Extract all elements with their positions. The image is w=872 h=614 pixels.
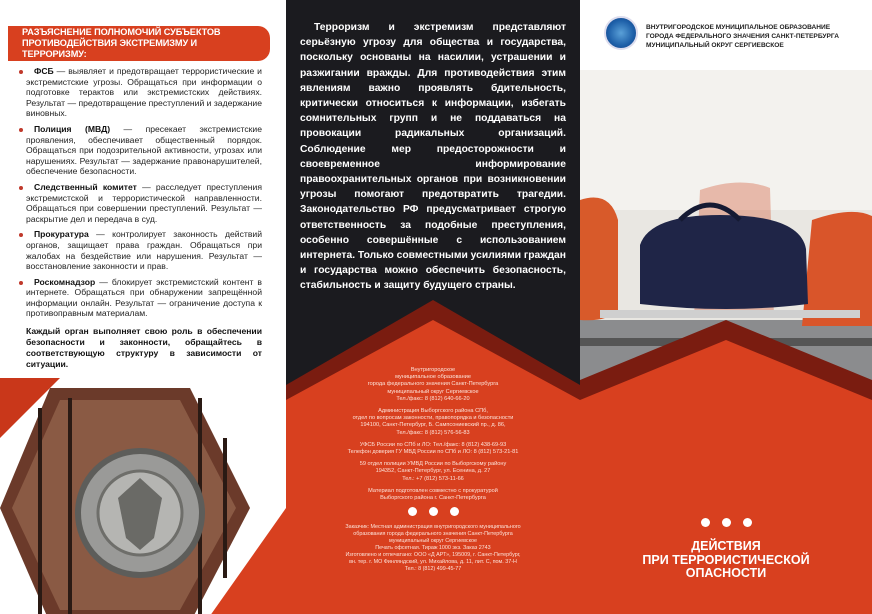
bullet-icon bbox=[19, 281, 23, 285]
list-item bbox=[26, 66, 262, 119]
text-line: Выборгского района г. Санкт-Петербурга bbox=[380, 495, 486, 502]
decorative-dots bbox=[580, 518, 872, 527]
agency-description: — выявляет и предотвращает террористические и экстремистские угрозы. Обращаться при информации о подготовке терактов или экстремистских действиях. Результат — предотвращение преступлений и задержание виновных. bbox=[26, 66, 262, 119]
middle-footer bbox=[286, 367, 580, 573]
text-line: 194352, Санкт-Петербург, ул. Есенина, д. 27 bbox=[375, 468, 491, 475]
bullet-icon bbox=[19, 70, 23, 74]
contact-police bbox=[286, 461, 580, 483]
agency-description: — блокирует экстремистский контент в интернете. Обращаться при обнаружении запрещённой информации онлайн. Результат — ограничение доступа к противоправным материалам. bbox=[26, 276, 262, 319]
fsb-emblem-photo bbox=[0, 378, 286, 614]
section-header: РАЗЪЯСНЕНИЕ ПОЛНОМОЧИЙ СУБЪЕКТОВ ПРОТИВОДЕЙСТВИЯ ЭКСТРЕМИЗМУ И ТЕРРОРИЗМУ: bbox=[8, 26, 270, 61]
agency-description: — контролирует законность действий органов, защищает права граждан. Обращаться при жалобах на бездействие или нарушения. Результат — восстановление законности и прав. bbox=[26, 229, 262, 272]
list-item bbox=[26, 229, 262, 271]
agency-name: ФСБ bbox=[34, 66, 54, 76]
text-line: Внутригородское bbox=[410, 367, 456, 373]
middle-panel bbox=[286, 0, 580, 614]
agency-description: — расследует преступления экстремистской и террористической направленности. Обращаться при совершении преступлений. Результат — раскрытие дел и передача в суд. bbox=[26, 181, 262, 224]
contact-fsb-mvd bbox=[286, 442, 580, 456]
text-line: Администрация Выборгского района СПб, bbox=[378, 408, 488, 415]
list-item bbox=[26, 277, 262, 319]
text-line: УФСБ России по СПб и ЛО: Тел./факс: 8 (812) 438-69-93 bbox=[359, 441, 507, 448]
agency-name: Следственный комитет bbox=[34, 181, 137, 192]
brochure-title bbox=[580, 540, 872, 581]
contact-municipality bbox=[286, 367, 580, 403]
summary-text: Каждый орган выполняет свою роль в обеспечении безопасности и законности, обращайтесь в соответствующую структуру в зависимости от ситуации. bbox=[26, 326, 262, 370]
text-line: ДЕЙСТВИЯ bbox=[691, 539, 761, 553]
text-line: Телефон доверия ГУ МВД России по СПб и ЛО: 8 (812) 573-21-81 bbox=[347, 449, 519, 456]
contact-administration bbox=[286, 408, 580, 437]
text-line: города федерального значения Санкт-Петербурга bbox=[367, 381, 499, 388]
main-body-text: Терроризм и экстремизм представляют серьёзную угрозу для общества и государства, поскольку основаны на насилии, устрашении и разжигании вражды. Для противодействия этим явлениям важно проявлять бдительность, критически относиться к информации, избегать сомнительных групп и не поддаваться на провокации радикальных организаций. Соблюдение мер предосторожности и своевременное информирование правоохранительных органов при возникновении угрозы помогают предотвратить трагедии. Законодательство РФ предусматривает строгую ответственность за подобные преступления, особенно совершённые с использованием интернета. Только совместными усилиями граждан и государства можно обеспечить безопасность, стабильность и защиту будущего страны. bbox=[300, 22, 566, 292]
text-line: муниципальный округ Сергиевское bbox=[387, 388, 479, 395]
bullet-icon bbox=[19, 186, 23, 190]
contacts-block bbox=[286, 367, 580, 516]
text-line: образования города федерального значения Санкт-Петербурга bbox=[353, 531, 513, 538]
waiting-room-bag-photo bbox=[580, 70, 872, 614]
left-panel bbox=[0, 0, 286, 614]
text-line: вн. тер. г. МО Финляндский, ул. Михайлова, д. 11, лит. С, пом. 37-Н bbox=[349, 559, 517, 566]
left-content bbox=[0, 26, 286, 614]
organization-name bbox=[646, 24, 839, 50]
text-line: 194100, Санкт-Петербург, Б. Сампсониевский пр., д. 86, bbox=[360, 422, 506, 429]
agency-list bbox=[26, 66, 262, 324]
decorative-dots bbox=[286, 507, 580, 516]
list-item bbox=[26, 182, 262, 224]
text-line: Тел.: +7 (812) 573-11-66 bbox=[402, 475, 464, 482]
municipality-logo bbox=[604, 16, 638, 50]
text-line: Тел./факс: 8 (812) 576-56-83 bbox=[396, 429, 470, 436]
text-line: муниципальный округ Сергиевское bbox=[388, 538, 477, 545]
text-line: Заказчик: Местная администрация внутригородского муниципального bbox=[345, 524, 521, 531]
right-panel bbox=[580, 0, 872, 614]
contact-prosecutor bbox=[286, 488, 580, 502]
text-line: Материал подготовлен совместно с прокуратурой bbox=[368, 487, 498, 494]
agency-name: Полиция (МВД) bbox=[34, 123, 111, 134]
agency-name: Роскомнадзор bbox=[34, 276, 96, 287]
text-line: отдел по вопросам законности, правопорядка и безопасности bbox=[352, 415, 514, 422]
agency-description: — пресекает экстремистские проявления, обеспечивает общественный порядок. Обращаться при подозрительной активности, угрозах или нарушениях. Результат — задержание правонарушителей, обеспечение безопасности. bbox=[26, 123, 262, 177]
text-line: ВНУТРИГОРОДСКОЕ МУНИЦИПАЛЬНОЕ ОБРАЗОВАНИЕ bbox=[646, 24, 831, 31]
text-line: Тел./факс: 8 (812) 640-66-20 bbox=[396, 395, 470, 402]
bullet-icon bbox=[19, 233, 23, 237]
bullet-icon bbox=[19, 128, 23, 132]
text-line: муниципальное образование bbox=[395, 374, 471, 381]
list-item bbox=[26, 124, 262, 177]
text-line: Печать офсетная. Тираж 1000 экз. Заказ 2743 bbox=[375, 545, 491, 552]
text-line: ГОРОДА ФЕДЕРАЛЬНОГО ЗНАЧЕНИЯ САНКТ-ПЕТЕРБУРГА bbox=[646, 32, 839, 40]
agency-name: Прокуратура bbox=[34, 229, 89, 240]
text-line: 59 отдел полиции УМВД России по Выборгскому району bbox=[359, 461, 507, 468]
imprint-block bbox=[286, 524, 580, 573]
text-line: Изготовлено и отпечатано: ООО «Д АРТ», 195009, г. Санкт-Петербург, bbox=[345, 552, 521, 559]
text-line: Тел.: 8 (812) 499-45-77 bbox=[404, 566, 462, 573]
text-line: МУНИЦИПАЛЬНЫЙ ОКРУГ СЕРГИЕВСКОЕ bbox=[646, 41, 784, 49]
text-line: ПРИ ТЕРРОРИСТИЧЕСКОЙ bbox=[642, 552, 810, 567]
text-line: ОПАСНОСТИ bbox=[685, 566, 767, 580]
